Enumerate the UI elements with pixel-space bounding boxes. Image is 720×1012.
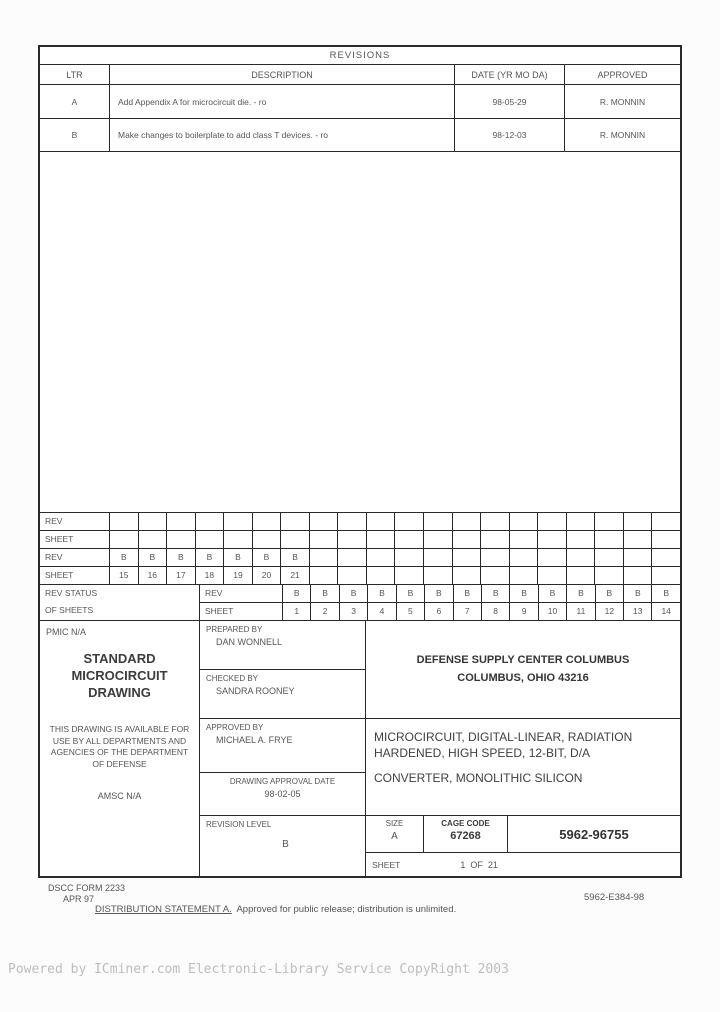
- form-number: DSCC FORM 2233: [48, 883, 126, 893]
- revision-a-approved: R. MONNIN: [599, 96, 646, 107]
- status-sheet-cell: 5: [397, 603, 425, 620]
- revision-a-ltr: A: [40, 85, 110, 118]
- grid-cell: [424, 513, 453, 530]
- status-sheet-cell: 9: [510, 603, 538, 620]
- revision-level-label: REVISION LEVEL: [206, 820, 272, 829]
- rev-value-cell: B: [253, 549, 282, 566]
- rev-status-label-line1: REV STATUS: [45, 588, 98, 598]
- status-sheet-cell: 14: [661, 606, 671, 616]
- sheet-number-cell: 18: [196, 567, 225, 584]
- revision-row-a: [40, 85, 680, 119]
- title-block-left: [40, 621, 200, 876]
- grid-cell: [510, 513, 539, 530]
- cage-code-value: 67268: [450, 830, 481, 842]
- sheet-number-cell: 17: [167, 567, 196, 584]
- approved-by-name: MICHAEL A. FRYE: [216, 735, 293, 745]
- grid-cell: [567, 567, 596, 584]
- smd-drawing-form: [38, 45, 682, 878]
- grid-cell: [395, 531, 424, 548]
- grid-cell: [481, 549, 510, 566]
- grid-cell: [538, 513, 567, 530]
- sheet-row-blank: [40, 531, 680, 549]
- status-sheet-cell: 10: [539, 603, 567, 620]
- cage-code-label: CAGE CODE: [441, 819, 490, 828]
- sheet-number-cell: 16: [139, 567, 168, 584]
- status-sheet-cell: 3: [340, 603, 368, 620]
- agency-name-line1: DEFENSE SUPPLY CENTER COLUMBUS: [416, 653, 630, 666]
- amsc-label: AMSC N/A: [97, 791, 142, 802]
- sheet-row-values-label: SHEET: [40, 567, 110, 584]
- sheet-label: SHEET: [372, 859, 401, 870]
- grid-cell: [453, 549, 482, 566]
- header-approved: APPROVED: [597, 69, 648, 80]
- form-date: APR 97: [63, 894, 95, 904]
- grid-cell: [367, 513, 396, 530]
- status-rev-cell: B: [425, 585, 453, 602]
- grid-cell: [110, 531, 139, 548]
- revision-level-cell: [200, 816, 365, 876]
- status-rev-cell: B: [596, 585, 624, 602]
- revisions-title: REVISIONS: [40, 47, 680, 65]
- checked-by-cell: [200, 670, 365, 719]
- sheet-row-blank-label: SHEET: [40, 531, 110, 548]
- grid-cell: [624, 549, 653, 566]
- status-rev-cell: B: [283, 585, 311, 602]
- rev-row-blank: [40, 513, 680, 531]
- rev-status-label-line2: OF SHEETS: [45, 605, 94, 615]
- sheet-number-cell: 21: [281, 567, 310, 584]
- agency-name-line2: COLUMBUS, OHIO 43216: [457, 671, 589, 684]
- grid-cell: [624, 513, 653, 530]
- rev-value-cell: B: [167, 549, 196, 566]
- rev-status-grid: [200, 585, 680, 620]
- grid-cell: [253, 531, 282, 548]
- revisions-header-row: [40, 65, 680, 85]
- grid-cell: [196, 531, 225, 548]
- status-sheet-cell: 2: [311, 603, 339, 620]
- grid-cell: [139, 513, 168, 530]
- grid-cell: [281, 531, 310, 548]
- revision-a-description: Add Appendix A for microcircuit die. - ro: [110, 85, 455, 118]
- sheet-number-cell: 20: [253, 567, 282, 584]
- status-rev-cell: B: [624, 585, 652, 602]
- grid-cell: [510, 531, 539, 548]
- drawing-approval-cell: [200, 773, 365, 816]
- device-title-line2: CONVERTER, MONOLITHIC SILICON: [374, 771, 583, 786]
- rev-status-block: [40, 585, 680, 621]
- rev-value-cell: B: [281, 549, 310, 566]
- revision-b-approved: R. MONNIN: [599, 130, 646, 140]
- status-rev-cell: B: [311, 585, 339, 602]
- watermark-text: Powered by ICminer.com Electronic-Library Service CopyRight 2003: [8, 962, 509, 977]
- grid-cell: [481, 567, 510, 584]
- size-label: SIZE: [385, 819, 404, 828]
- revision-level-value: B: [282, 839, 289, 850]
- status-sheet-cell: 6: [425, 603, 453, 620]
- grid-cell: [395, 567, 424, 584]
- agency-name: [366, 621, 680, 719]
- rev-status-of-sheets-label: [40, 585, 200, 620]
- grid-cell: [510, 567, 539, 584]
- grid-cell: [453, 531, 482, 548]
- status-sheet-cell: 8: [482, 603, 510, 620]
- status-sheet-cell: 4: [368, 603, 396, 620]
- revision-row-b: [40, 119, 680, 152]
- title-block-right: [366, 621, 680, 876]
- sheet-number-cell: 15: [110, 567, 139, 584]
- header-ltr: LTR: [40, 65, 110, 84]
- status-sheet-row: [200, 603, 680, 620]
- approved-by-cell: [200, 719, 365, 773]
- sheet-number-cell: 19: [224, 567, 253, 584]
- drawing-approval-date: 98-02-05: [264, 789, 301, 799]
- rev-value-cell: B: [224, 549, 253, 566]
- size-value: A: [391, 831, 398, 842]
- sheet-row-values: [40, 567, 680, 585]
- grid-cell: [338, 513, 367, 530]
- grid-cell: [338, 549, 367, 566]
- grid-cell: [624, 531, 653, 548]
- revision-b-date: 98-12-03: [455, 119, 565, 151]
- grid-cell: [567, 549, 596, 566]
- distribution-statement-text: Approved for public release; distribution is unlimited.: [231, 904, 457, 915]
- grid-cell: [338, 567, 367, 584]
- status-rev-row: [200, 585, 680, 603]
- checked-by-name: SANDRA ROONEY: [216, 686, 295, 696]
- status-rev-cell: B: [510, 585, 538, 602]
- grid-cell: [224, 531, 253, 548]
- grid-cell: [624, 567, 653, 584]
- grid-cell: [538, 531, 567, 548]
- device-title: [366, 719, 680, 816]
- grid-cell: [281, 513, 310, 530]
- status-sheet-cell: 7: [454, 603, 482, 620]
- rev-row-values: [40, 549, 680, 567]
- status-rev-cell: B: [340, 585, 368, 602]
- prepared-by-name: DAN WONNELL: [216, 637, 283, 647]
- title-block-middle: [200, 621, 366, 876]
- grid-cell: [196, 513, 225, 530]
- grid-cell: [110, 513, 139, 530]
- grid-cell: [652, 567, 680, 584]
- status-rev-label: REV: [200, 585, 283, 602]
- drawing-number: 5962-96755: [559, 826, 629, 842]
- grid-cell: [424, 567, 453, 584]
- grid-cell: [139, 531, 168, 548]
- grid-cell: [310, 531, 339, 548]
- grid-cell: [595, 531, 624, 548]
- grid-cell: [481, 513, 510, 530]
- grid-cell: [538, 567, 567, 584]
- status-rev-cell: B: [567, 585, 595, 602]
- grid-cell: [424, 531, 453, 548]
- header-date: DATE (YR MO DA): [455, 65, 565, 84]
- checked-by-label: CHECKED BY: [206, 674, 259, 683]
- sheet-row-values-cells: [110, 567, 680, 584]
- grid-cell: [395, 513, 424, 530]
- rev-row-values-cells: [110, 549, 680, 566]
- grid-cell: [167, 513, 196, 530]
- rev-row-blank-cells: [110, 513, 680, 530]
- grid-cell: [567, 513, 596, 530]
- grid-cell: [652, 531, 680, 548]
- grid-cell: [595, 567, 624, 584]
- status-rev-cell: B: [539, 585, 567, 602]
- rev-row-blank-label: REV: [40, 513, 110, 530]
- grid-cell: [310, 513, 339, 530]
- size-cage-number-row: [366, 816, 680, 853]
- grid-cell: [310, 567, 339, 584]
- status-sheet-cell: 11: [567, 603, 595, 620]
- grid-cell: [253, 513, 282, 530]
- grid-cell: [595, 549, 624, 566]
- grid-cell: [367, 549, 396, 566]
- status-rev-cell: B: [663, 588, 670, 598]
- status-sheet-cell: 12: [596, 603, 624, 620]
- status-sheet-cell: 13: [624, 603, 652, 620]
- revision-b-description: Make changes to boilerplate to add class T devices. - ro: [110, 119, 455, 151]
- grid-cell: [652, 549, 680, 566]
- revision-a-date: 98-05-29: [455, 85, 565, 118]
- prepared-by-label: PREPARED BY: [206, 625, 263, 634]
- rev-value-cell: B: [196, 549, 225, 566]
- grid-cell: [224, 513, 253, 530]
- grid-cell: [338, 531, 367, 548]
- device-title-line1: MICROCIRCUIT, DIGITAL-LINEAR, RADIATION HARDENED, HIGH SPEED, 12-BIT, D/A: [374, 730, 633, 761]
- revision-b-ltr: B: [40, 119, 110, 151]
- document-code: 5962-E384-98: [584, 892, 645, 903]
- status-sheet-cells: [283, 603, 680, 620]
- grid-cell: [567, 531, 596, 548]
- sheet-indicator-row: [366, 853, 680, 876]
- status-rev-cell: B: [368, 585, 396, 602]
- grid-cell: [595, 513, 624, 530]
- rev-value-cell: B: [110, 549, 139, 566]
- status-rev-cell: B: [454, 585, 482, 602]
- grid-cell: [453, 513, 482, 530]
- grid-cell: [367, 567, 396, 584]
- grid-cell: [167, 531, 196, 548]
- grid-cell: [510, 549, 539, 566]
- status-sheet-label: SHEET: [200, 603, 283, 620]
- header-description: DESCRIPTION: [110, 65, 455, 84]
- rev-value-cell: B: [139, 549, 168, 566]
- cage-code-cell: [424, 816, 508, 852]
- title-block: [40, 621, 680, 876]
- status-sheet-cell: 1: [283, 603, 311, 620]
- status-rev-cells: [283, 585, 680, 602]
- grid-cell: [652, 513, 680, 530]
- distribution-statement-title: DISTRIBUTION STATEMENT A.: [95, 904, 232, 915]
- size-cell: [366, 816, 424, 852]
- status-rev-cell: B: [397, 585, 425, 602]
- grid-cell: [424, 549, 453, 566]
- sheet-row-blank-cells: [110, 531, 680, 548]
- smd-title: STANDARD MICROCIRCUIT DRAWING: [71, 651, 168, 700]
- grid-cell: [310, 549, 339, 566]
- availability-statement: THIS DRAWING IS AVAILABLE FOR USE BY ALL DEPARTMENTS AND AGENCIES OF THE DEPARTMENT OF DEFENSE: [49, 723, 190, 770]
- approved-by-label: APPROVED BY: [206, 723, 264, 732]
- grid-cell: [395, 549, 424, 566]
- grid-cell: [367, 531, 396, 548]
- prepared-by-cell: [200, 621, 365, 670]
- pmic-label: PMIC N/A: [46, 627, 87, 637]
- revisions-empty-area: [40, 152, 680, 513]
- grid-cell: [538, 549, 567, 566]
- grid-cell: [481, 531, 510, 548]
- status-rev-cell: B: [482, 585, 510, 602]
- distribution-statement: [95, 904, 456, 915]
- rev-row-values-label: REV: [40, 549, 110, 566]
- sheet-value: 1 OF 21: [460, 859, 498, 870]
- drawing-approval-label: DRAWING APPROVAL DATE: [229, 777, 336, 786]
- grid-cell: [453, 567, 482, 584]
